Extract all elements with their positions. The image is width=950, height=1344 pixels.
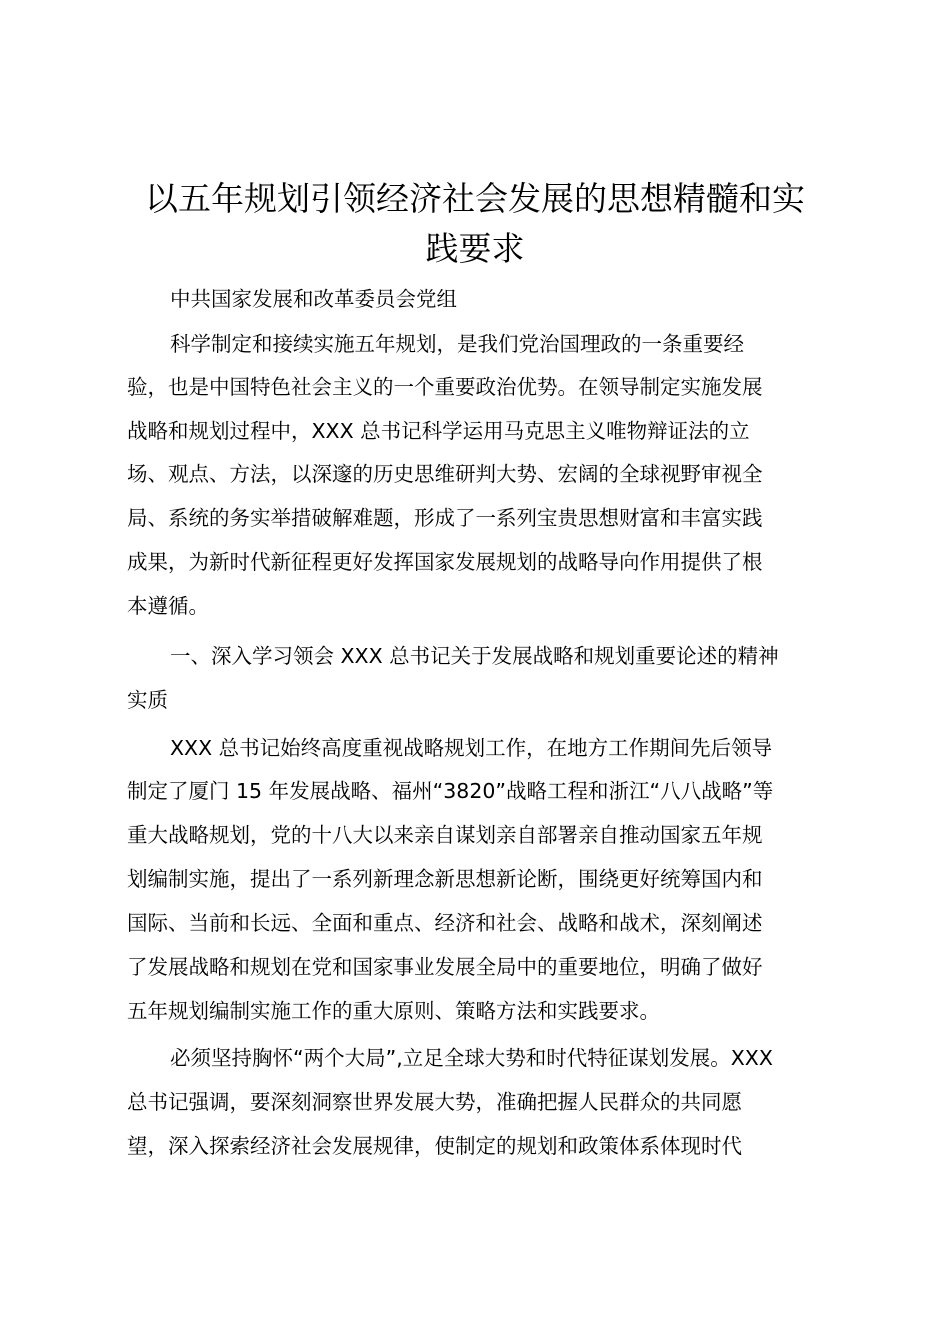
paragraph-1-line-7: 本遵循。 [127,594,209,618]
document-title-line-2: 践要求 [425,229,525,268]
paragraph-1-line-1: 科学制定和接续实施五年规划，是我们党治国理政的一条重要经 [170,332,744,356]
paragraph-3-line-5: 国际、当前和长远、全面和重点、经济和社会、战略和战术，深刻阐述 [127,911,763,935]
paragraph-3-line-6: 了发展战略和规划在党和国家事业发展全局中的重要地位，明确了做好 [127,955,763,979]
paragraph-3-line-1: XXX 总书记始终高度重视战略规划工作，在地方工作期间先后领导 [170,736,773,760]
section-heading-line-2: 实质 [127,688,168,712]
paragraph-4-line-3: 望，深入探索经济社会发展规律，使制定的规划和政策体系体现时代 [127,1134,742,1158]
paragraph-3-line-3: 重大战略规划，党的十八大以来亲自谋划亲自部署亲自推动国家五年规 [127,823,763,847]
section-heading-line-1: 一、深入学习领会 XXX 总书记关于发展战略和规划重要论述的精神 [170,644,779,668]
paragraph-3-line-2: 制定了厦门 15 年发展战略、福州“3820”战略工程和浙江“八八战略”等 [127,779,774,803]
paragraph-1-line-3: 战略和规划过程中，XXX 总书记科学运用马克思主义唯物辩证法的立 [127,419,750,443]
paragraph-1-line-6: 成果，为新时代新征程更好发挥国家发展规划的战略导向作用提供了根 [127,550,763,574]
document-title-line-1: 以五年规划引领经济社会发展的思想精髓和实 [145,179,805,218]
author-line: 中共国家发展和改革委员会党组 [170,287,457,311]
paragraph-1-line-2: 验，也是中国特色社会主义的一个重要政治优势。在领导制定实施发展 [127,375,763,399]
paragraph-3-line-7: 五年规划编制实施工作的重大原则、策略方法和实践要求。 [127,999,660,1023]
paragraph-1-line-5: 局、系统的务实举措破解难题，形成了一系列宝贵思想财富和丰富实践 [127,506,763,530]
paragraph-4-line-2: 总书记强调，要深刻洞察世界发展大势，准确把握人民群众的共同愿 [127,1090,742,1114]
paragraph-1-line-4: 场、观点、方法，以深邃的历史思维研判大势、宏阔的全球视野审视全 [127,462,763,486]
paragraph-4-line-1: 必须坚持胸怀“两个大局”,立足全球大势和时代特征谋划发展。XXX [170,1046,773,1070]
paragraph-3-line-4: 划编制实施，提出了一系列新理念新思想新论断，围绕更好统筹国内和 [127,867,763,891]
